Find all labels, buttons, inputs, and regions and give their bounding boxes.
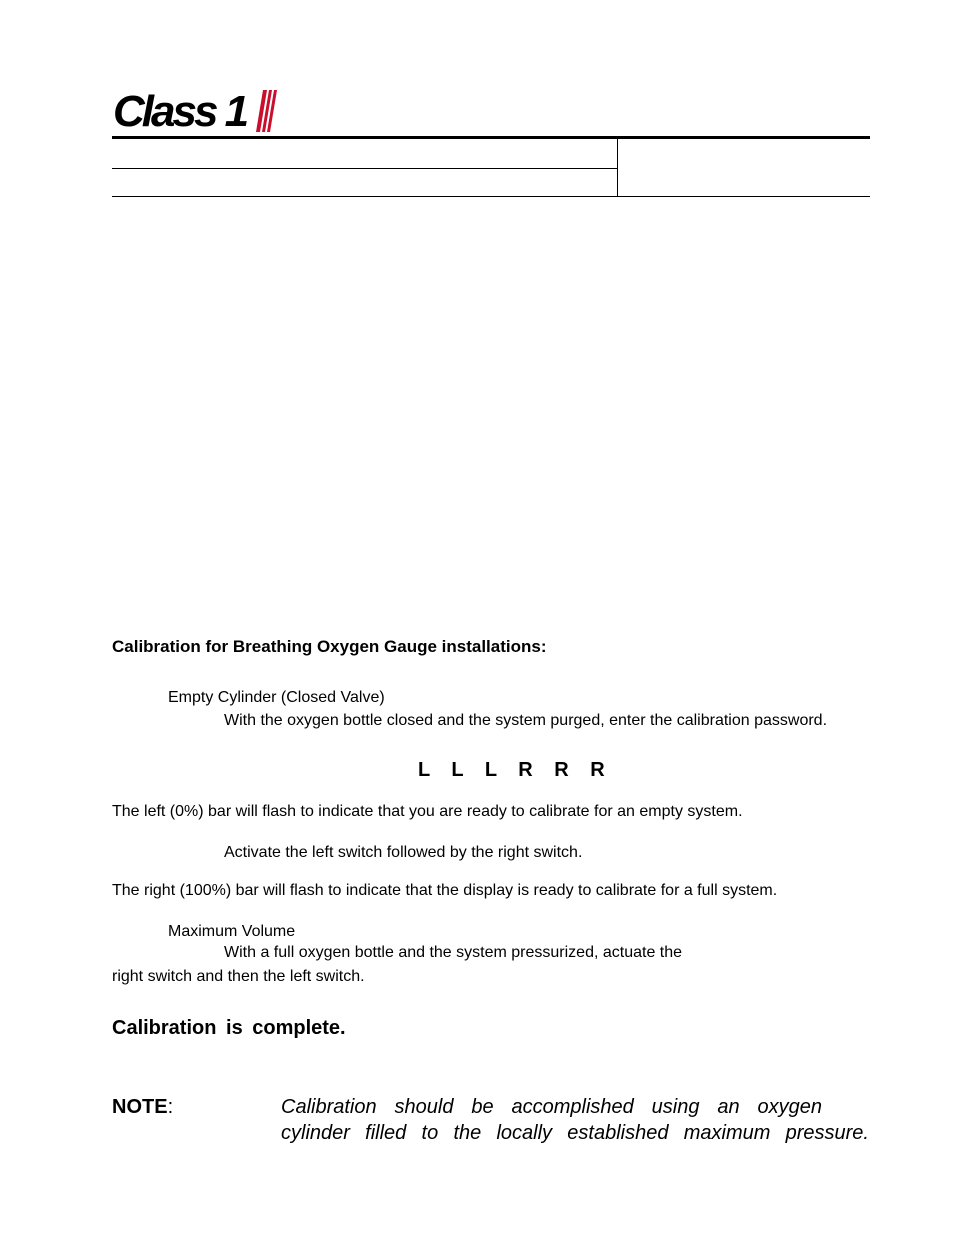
calibration-password: L L L R R R: [418, 759, 613, 781]
calibration-complete: Calibration is complete.: [112, 1017, 346, 1039]
header-divider-vertical: [617, 139, 618, 197]
logo-wordmark: Class 1: [113, 87, 247, 136]
note-line1: Calibration should be accomplished using an oxygen: [281, 1096, 822, 1118]
header-rule-thick: [112, 136, 870, 139]
section-title: Calibration for Breathing Oxygen Gauge installations:: [112, 637, 547, 656]
empty-cylinder-instruction: With the oxygen bottle closed and the system purged, enter the calibration password.: [224, 712, 828, 729]
activate-text: Activate the left switch followed by the right switch.: [224, 844, 583, 861]
note-label: [112, 1097, 173, 1117]
note-label-bold: NOTE: [112, 1096, 168, 1118]
left-bar-text: The left (0%) bar will flash to indicate that you are ready to calibrate for an empty system.: [112, 803, 743, 820]
maximum-volume-instruction-line1: With a full oxygen bottle and the system pressurized, actuate the: [224, 944, 683, 961]
right-bar-text: The right (100%) bar will flash to indicate that the display is ready to calibrate for a full system.: [112, 882, 778, 899]
logo-stripes: [256, 90, 277, 132]
maximum-volume-heading: Maximum Volume: [168, 923, 296, 940]
empty-cylinder-heading: Empty Cylinder (Closed Valve): [168, 689, 385, 706]
note-colon: :: [167, 1096, 174, 1118]
class1-logo-graphic: [113, 86, 283, 136]
class1-logo: [113, 86, 283, 136]
note-line2: cylinder filled to the locally established maximum pressure.: [281, 1122, 869, 1144]
maximum-volume-instruction-line2: right switch and then the left switch.: [112, 968, 365, 985]
header-rule-middle: [112, 168, 618, 169]
header-rule-bottom: [112, 196, 870, 197]
note-text: [281, 1094, 869, 1146]
